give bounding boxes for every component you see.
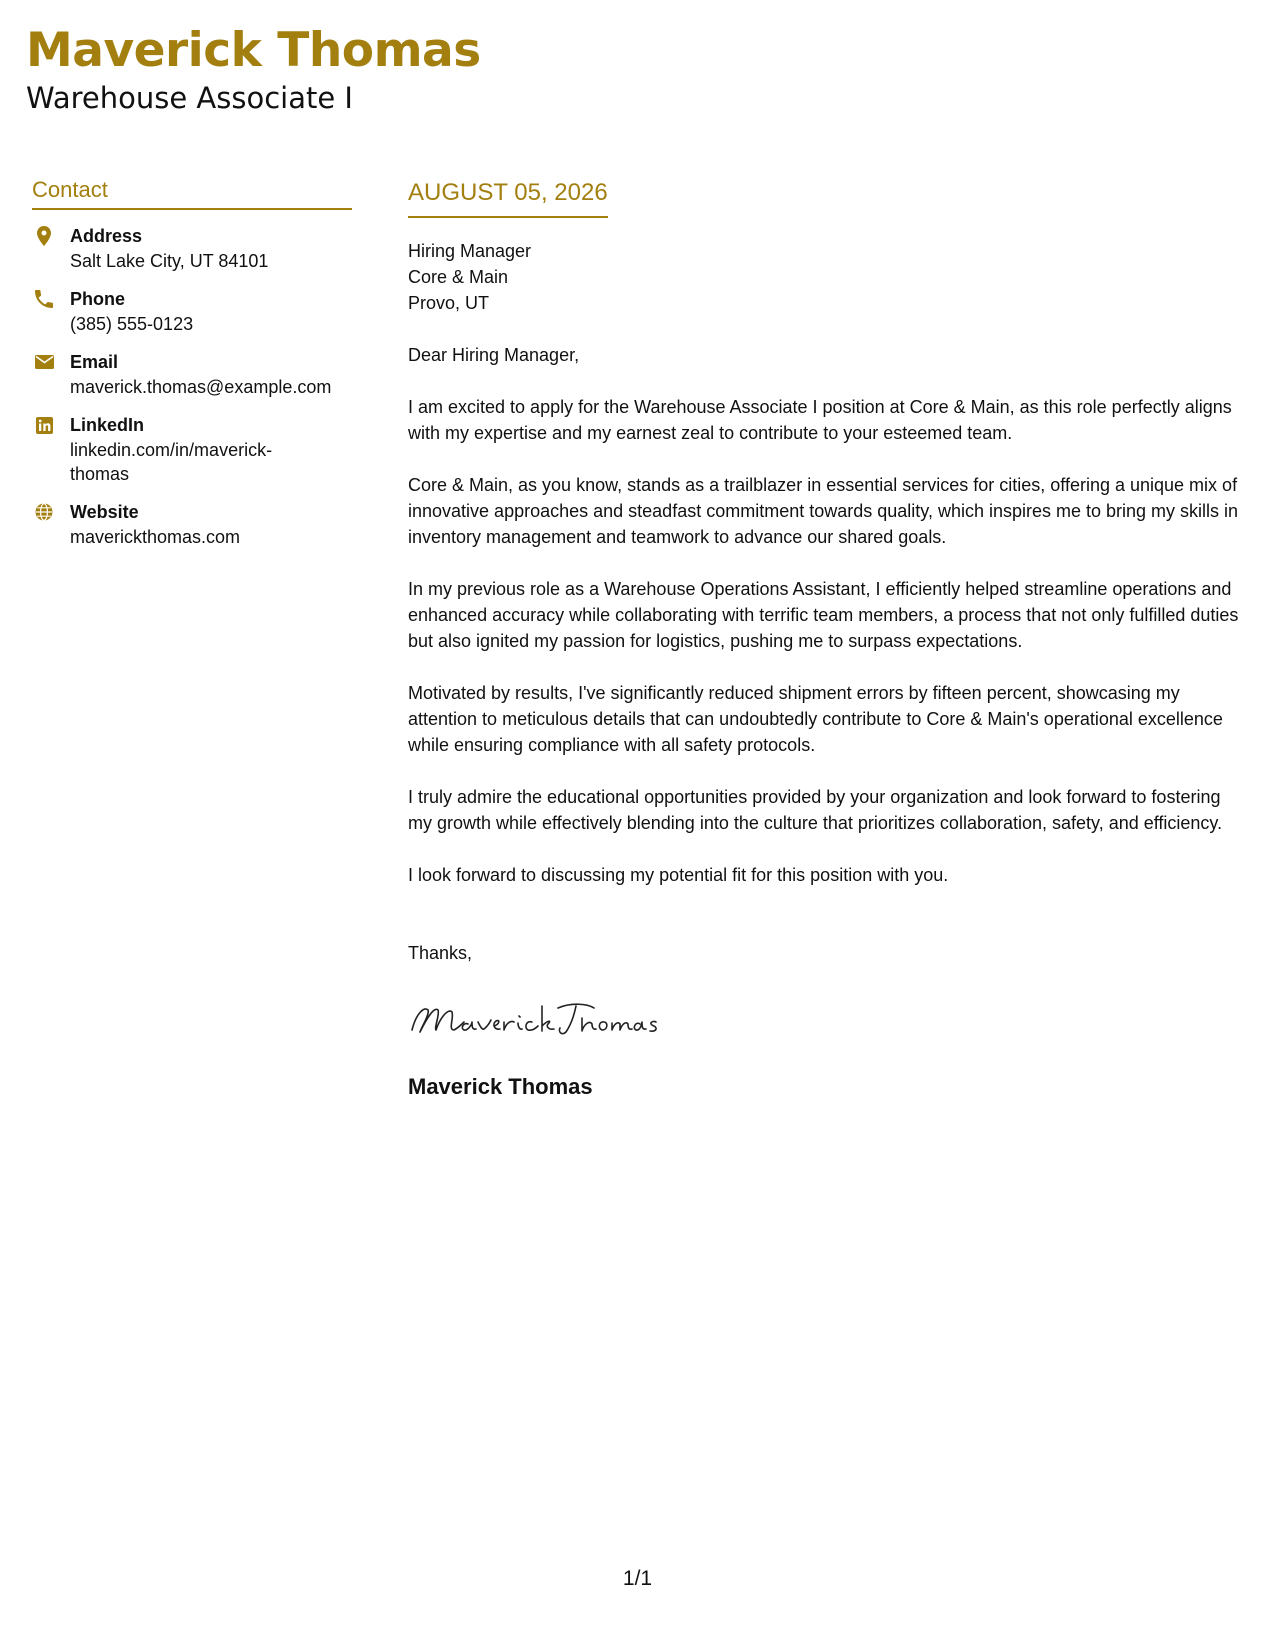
page-number: 1/1 [622, 1567, 653, 1590]
contact-email [32, 350, 352, 399]
letter-date: AUGUST 05, 2026 [408, 176, 608, 218]
linkedin-icon [34, 415, 54, 435]
letter-body [408, 176, 1248, 1102]
paragraph: In my previous role as a Warehouse Operations Assistant, I efficiently helped streamline operations and enhanced accuracy while collaborating with terrific team members, a process that not only fulfilled duties but also ignited my passion for logistics, pushing me to surpass expectations. [408, 579, 1239, 651]
linkedin-value: linkedin.com/in/maverick-thomas [70, 440, 273, 484]
handwritten-signature [408, 996, 1248, 1046]
website-value: maverickthomas.com [70, 527, 241, 547]
paragraph: I look forward to discussing my potential fit for this position with you. [408, 865, 949, 885]
website-label: Website [70, 502, 139, 522]
email-label: Email [70, 352, 119, 372]
contact-website [32, 500, 352, 549]
header [26, 22, 481, 116]
phone-value: (385) 555-0123 [70, 314, 194, 334]
applicant-name: Maverick Thomas [26, 23, 481, 78]
contact-linkedin [32, 413, 352, 486]
recipient-company: Core & Main [408, 267, 509, 287]
phone-label: Phone [70, 289, 126, 309]
contact-phone [32, 287, 352, 336]
closing: Thanks, [408, 943, 473, 963]
paragraph: Core & Main, as you know, stands as a trailblazer in essential services for cities, offering a unique mix of innovative approaches and steadfast commitment towards quality, which inspires me to bring my skills in inventory management and teamwork to advance our shared goals. [408, 475, 1239, 547]
job-title: Warehouse Associate I [26, 81, 353, 115]
recipient-title: Hiring Manager [408, 241, 532, 261]
envelope-icon [34, 352, 54, 372]
contact-sidebar [32, 176, 352, 549]
signer-name: Maverick Thomas [408, 1074, 593, 1099]
map-pin-icon [34, 226, 54, 246]
paragraph: Motivated by results, I've significantly reduced shipment errors by fifteen percent, showcasing my attention to meticulous details that can undoubtedly contribute to Core & Main's operational excellence while ensuring compliance with all safety protocols. [408, 683, 1223, 755]
contact-address [32, 224, 352, 273]
recipient-block [408, 238, 1248, 316]
salutation: Dear Hiring Manager, [408, 345, 580, 365]
address-value: Salt Lake City, UT 84101 [70, 251, 269, 271]
recipient-location: Provo, UT [408, 293, 490, 313]
linkedin-label: LinkedIn [70, 415, 145, 435]
address-label: Address [70, 226, 143, 246]
paragraph: I am excited to apply for the Warehouse Associate I position at Core & Main, as this role perfectly aligns with my expertise and my earnest zeal to contribute to your esteemed team. [408, 397, 1232, 443]
contact-heading: Contact [32, 176, 352, 210]
globe-icon [34, 502, 54, 522]
email-value: maverick.thomas@example.com [70, 377, 332, 397]
paragraph: I truly admire the educational opportunities provided by your organization and look forward to fostering my growth while effectively blending into the culture that prioritizes collaboration, safety, and efficiency. [408, 787, 1223, 833]
phone-icon [34, 289, 54, 309]
